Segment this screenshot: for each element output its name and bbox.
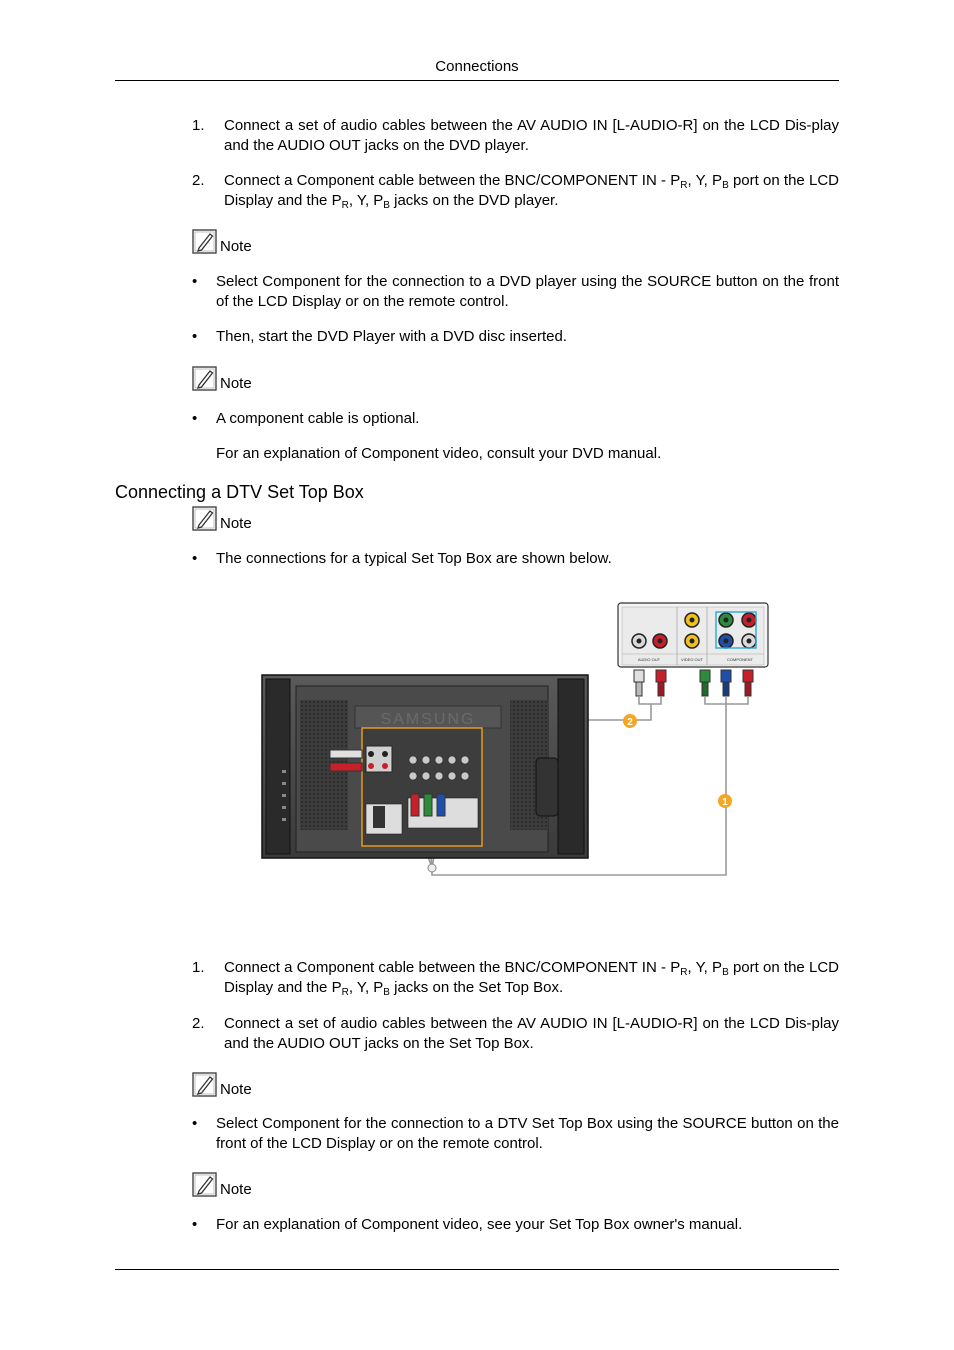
- bullet-mark: •: [192, 328, 198, 345]
- step-text: Connect a set of audio cables between the AV AUDIO IN [L-AUDIO-R] on the LCD Dis-play and the AUDIO OUT jacks on the Set Top Box.: [224, 1015, 839, 1052]
- brand-logo: SAMSUNG: [380, 711, 476, 728]
- note-icon: [192, 1172, 217, 1197]
- step-number: 1.: [192, 959, 205, 976]
- note-icon: [192, 1072, 217, 1097]
- step-text: Connect a Component cable between the BNC/COMPONENT IN - $P_R$, Y, $P_B$ port on the LCD Display and the $P_R$, Y, $P_B$ jacks on the Set Top Box.: [224, 959, 840, 998]
- step-text: Connect a set of audio cables between the AV AUDIO IN [L-AUDIO-R] on the LCD Dis-play and the AUDIO OUT jacks on the DVD player.: [224, 117, 839, 154]
- step-number: 2.: [192, 1015, 205, 1032]
- svg-text:1: 1: [722, 797, 728, 808]
- lcd-display-back: [262, 675, 588, 858]
- callout-2: [623, 714, 637, 728]
- svg-text:2: 2: [627, 717, 633, 728]
- callout-1: [718, 794, 732, 808]
- section-heading: Connecting a DTV Set Top Box: [115, 482, 364, 502]
- set-top-box-plugs: [634, 670, 753, 696]
- note-label: Note: [220, 515, 252, 532]
- bullet-mark: •: [192, 550, 198, 567]
- bullet-mark: •: [192, 1216, 198, 1233]
- note-heading: [192, 1071, 252, 1097]
- bullet-text: For an explanation of Component video, see your Set Top Box owner's manual.: [216, 1216, 743, 1233]
- step-text: Connect a Component cable between the BNC/COMPONENT IN - $P_R$, Y, $P_B$ port on the LCD Display and the $P_R$, Y, $P_B$ jacks on the DVD player.: [224, 172, 840, 211]
- step-number: 1.: [192, 117, 205, 134]
- bullet-mark: •: [192, 273, 198, 290]
- bullet-text: Select Component for the connection to a DVD player using the SOURCE button on the front of the LCD Display or on the remote control.: [216, 273, 839, 310]
- note-paragraph: For an explanation of Component video, consult your DVD manual.: [216, 445, 662, 462]
- bullet-text: A component cable is optional.: [216, 410, 420, 427]
- note-label: Note: [220, 238, 252, 255]
- bullet-mark: •: [192, 1115, 198, 1132]
- note-label: Note: [220, 375, 252, 392]
- note-label: Note: [220, 1081, 252, 1098]
- bullet-mark: •: [192, 410, 198, 427]
- label-component: COMPONENT: [727, 657, 753, 662]
- label-video-out: VIDEO OUT: [680, 657, 704, 662]
- set-top-box-panel: [618, 603, 768, 667]
- step-number: 2.: [192, 172, 205, 189]
- footer-rule: [115, 1269, 839, 1270]
- bullet-text: Select Component for the connection to a DTV Set Top Box using the SOURCE button on the front of the LCD Display or on the remote control.: [216, 1115, 839, 1152]
- note-label: Note: [220, 1181, 252, 1198]
- label-audio-out: AUDIO OUT: [637, 657, 661, 662]
- page-header-title: Connections: [435, 58, 519, 75]
- bullet-text: The connections for a typical Set Top Box are shown below.: [216, 550, 612, 567]
- note-heading: [192, 1171, 252, 1197]
- bullet-text: Then, start the DVD Player with a DVD disc inserted.: [216, 328, 567, 345]
